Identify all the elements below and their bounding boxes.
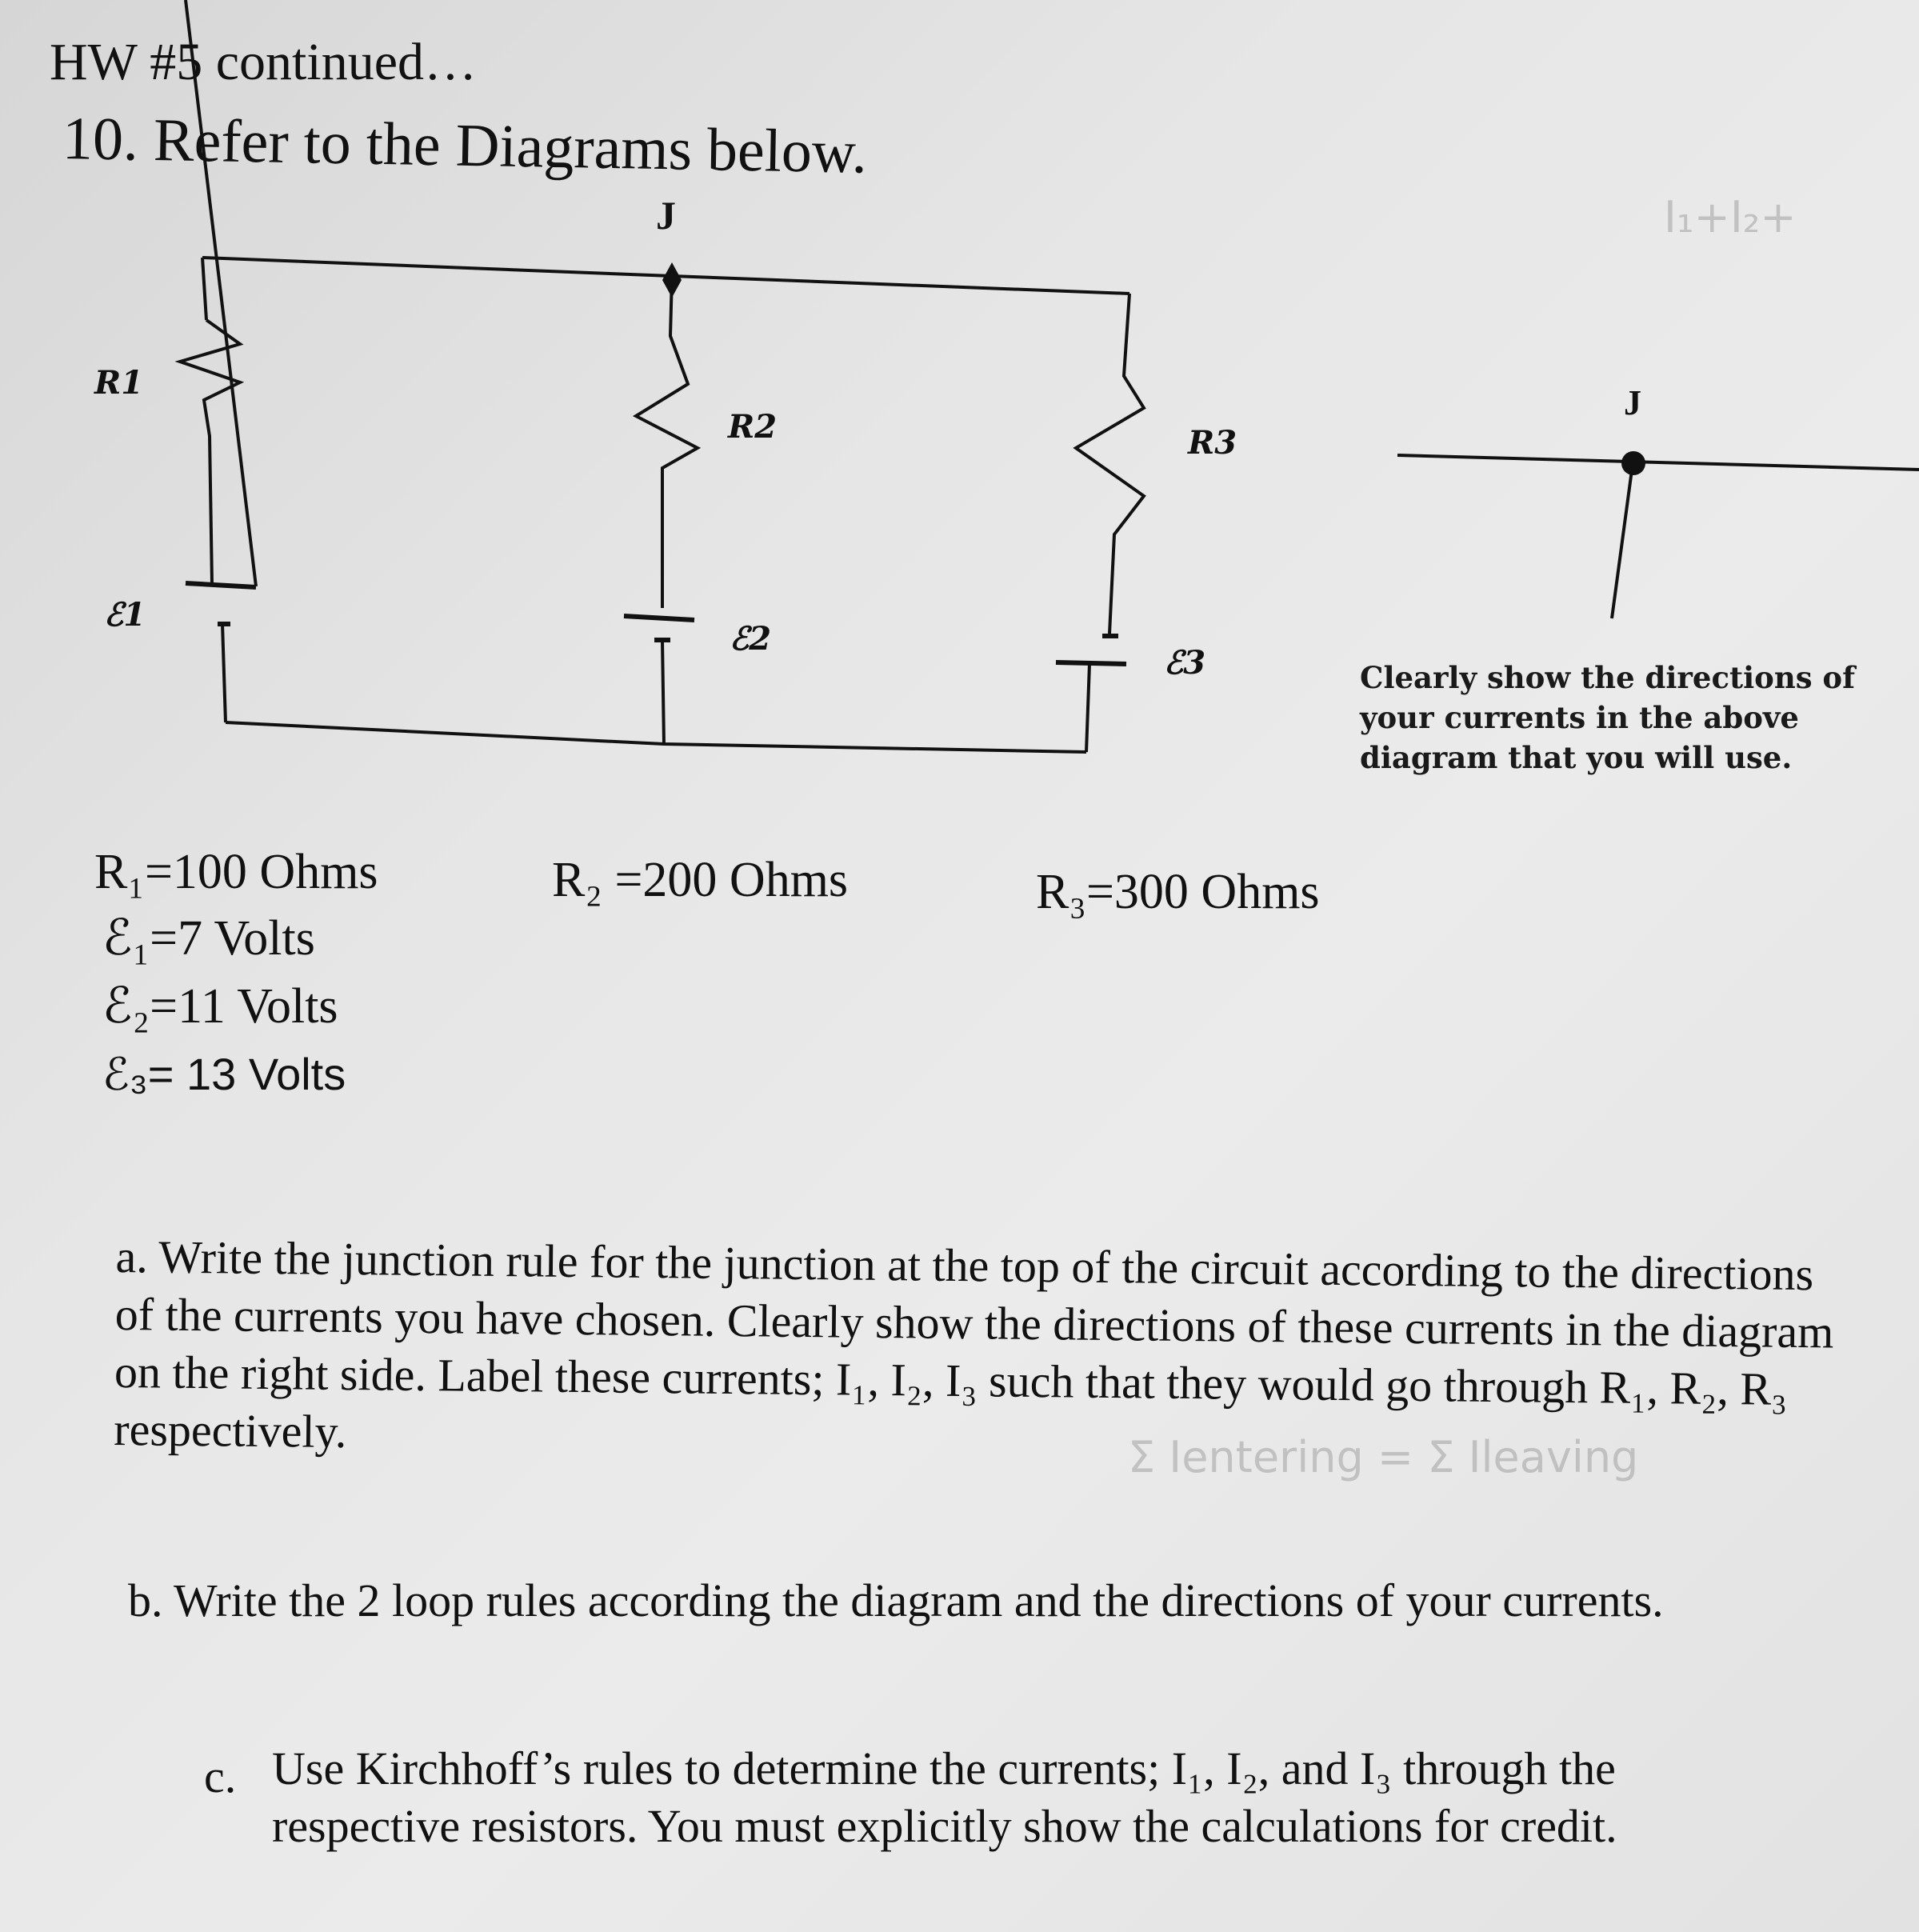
question-b: b. Write the 2 loop rules according the diagram and the directions of your currents. (128, 1574, 1664, 1626)
junction-instruction: Clearly show the directions of your currents in the above diagram that you will use. (1360, 660, 1856, 775)
resistor-label-r3: R3 (1188, 424, 1237, 462)
value-e2: ℰ₂=11 Volts (102, 979, 338, 1034)
resistor-label-r1: R1 (94, 364, 144, 402)
value-r3: R₃=300 Ohms (1036, 865, 1320, 919)
value-e1: ℰ₁=7 Volts (102, 911, 315, 966)
homework-title: HW #5 continued… (50, 33, 478, 91)
junction-label: J (656, 193, 676, 238)
emf-label-e3: ℰ3 (1164, 644, 1206, 682)
junction-node-right (1621, 451, 1645, 475)
question-a: a. Write the junction rule for the junction at the top of the circuit according to the directions of the currents you have chosen. Clearly show the directions of these currents in the diagram on the right side. Label these currents; I₁, I₂, I₃ such that they would go through R₁, R₂, R₃ respectively. (114, 1230, 1834, 1458)
resistor-r1 (180, 320, 240, 584)
value-r1: R₁=100 Ohms (94, 845, 378, 899)
faint-handwriting-junction-rule: Σ Ientering = Σ Ileaving (1128, 1432, 1639, 1482)
emf-label-e1: ℰ1 (104, 596, 146, 634)
question-c: Use Kirchhoff’s rules to determine the currents; I₁, I₂, and I₃ through the respective resistors. You must explicitly show the calculations for credit. (272, 1742, 1617, 1852)
value-r2: R₂ =200 Ohms (552, 853, 849, 907)
question-c-label: c. (204, 1750, 237, 1802)
junction-label-right: J (1624, 383, 1641, 422)
faint-handwriting-top: I₁+I₂+ (1664, 192, 1797, 242)
question-title: 10. Refer to the Diagrams below. (62, 105, 868, 186)
emf-label-e2: ℰ2 (730, 620, 772, 658)
value-e3: ℰ₃= 13 Volts (102, 1049, 346, 1099)
junction-node (662, 262, 682, 298)
resistor-label-r2: R2 (728, 408, 778, 446)
